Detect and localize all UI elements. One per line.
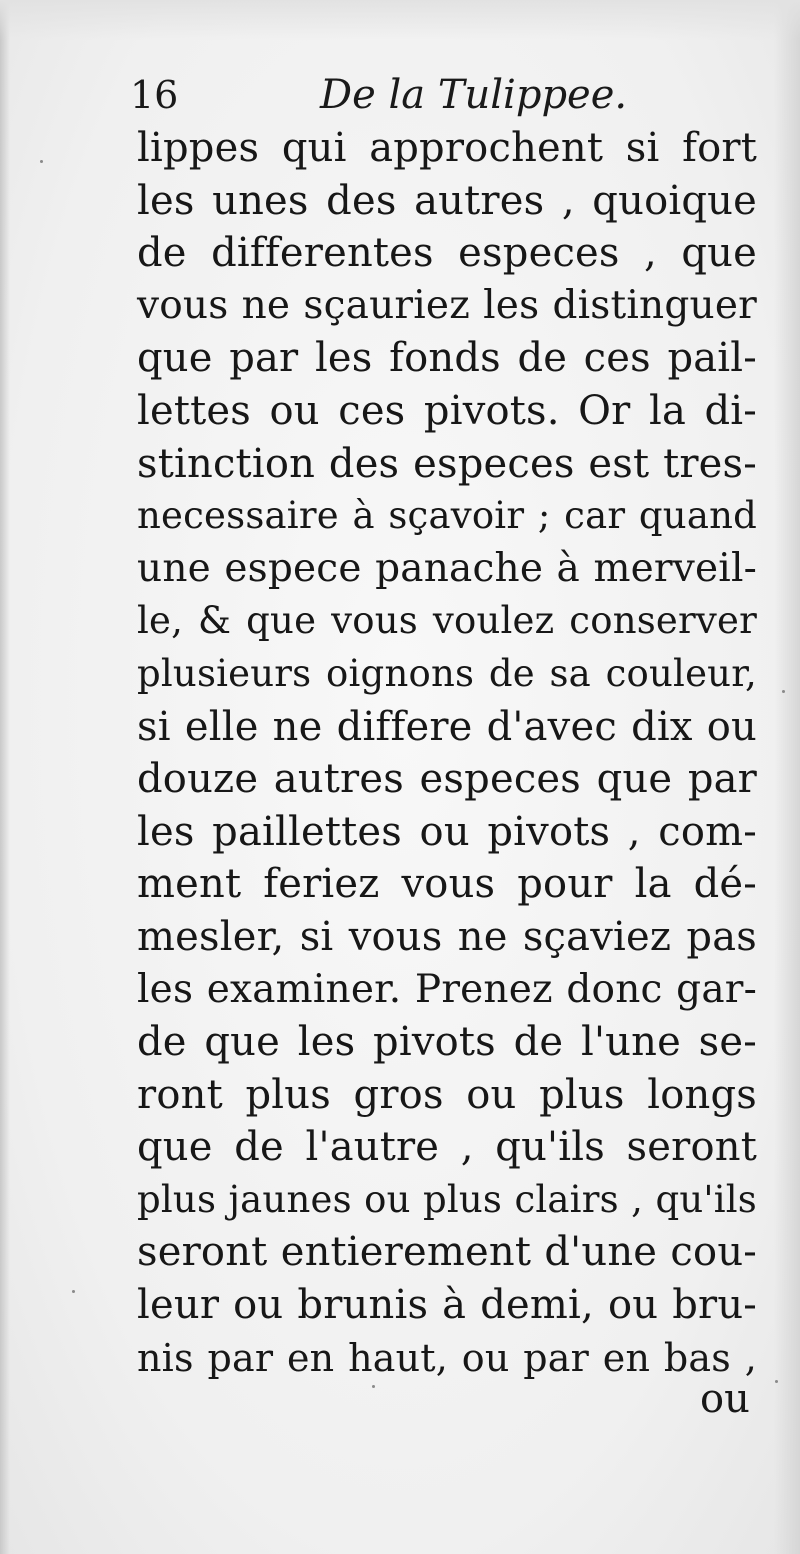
text-line: le, & que vous voulez conserver — [137, 599, 757, 643]
text-line: lippes qui approchent si fort — [137, 125, 757, 171]
page-shadow-top — [0, 0, 800, 40]
text-line: de differentes especes , que — [137, 230, 757, 277]
text-line: les examiner. Prenez donc gar- — [137, 966, 757, 1012]
text-line: seront entierement d'une cou- — [137, 1229, 757, 1276]
text-line: douze autres especes que par — [137, 756, 757, 803]
text-line: plus jaunes ou plus clairs , qu'ils — [137, 1177, 757, 1221]
paper-speck — [40, 160, 43, 163]
text-line: lettes ou ces pivots. Or la di- — [137, 387, 757, 434]
page-header — [120, 70, 640, 130]
text-line: les paillettes ou pivots , com- — [137, 808, 757, 855]
text-line: vous ne sçauriez les distinguer — [137, 282, 757, 328]
text-line: de que les pivots de l'une se- — [137, 1019, 757, 1066]
text-line: mesler, si vous ne sçaviez pas — [137, 913, 757, 960]
text-line: plusieurs oignons de sa couleur, — [137, 651, 757, 695]
paper-speck — [372, 1385, 375, 1388]
text-line: une espece panache à merveil- — [137, 545, 757, 591]
text-line: necessaire à sçavoir ; car quand — [137, 494, 757, 538]
running-title: De la Tulippee. — [320, 72, 628, 118]
catchword: ou — [700, 1376, 750, 1422]
page-shadow-left — [0, 0, 10, 1554]
page-shadow-right — [774, 0, 800, 1554]
text-line: les unes des autres , quoique — [137, 177, 757, 224]
paper-speck — [775, 1380, 778, 1383]
text-line: ment feriez vous pour la dé- — [137, 861, 757, 908]
paper-speck — [72, 1290, 75, 1293]
body-text — [137, 122, 757, 1384]
text-line: leur ou brunis à demi, ou bru- — [137, 1282, 757, 1329]
text-line: que par les fonds de ces pail- — [137, 335, 757, 382]
paper-speck — [782, 690, 785, 693]
text-line: nis par en haut, ou par en bas , — [137, 1335, 757, 1380]
text-line: que de l'autre , qu'ils seront — [137, 1124, 757, 1171]
text-line: si elle ne differe d'avec dix ou — [137, 703, 757, 750]
page-number: 16 — [130, 73, 179, 117]
text-line: ront plus gros ou plus longs — [137, 1071, 757, 1118]
text-line: stinction des especes est tres- — [137, 440, 757, 487]
